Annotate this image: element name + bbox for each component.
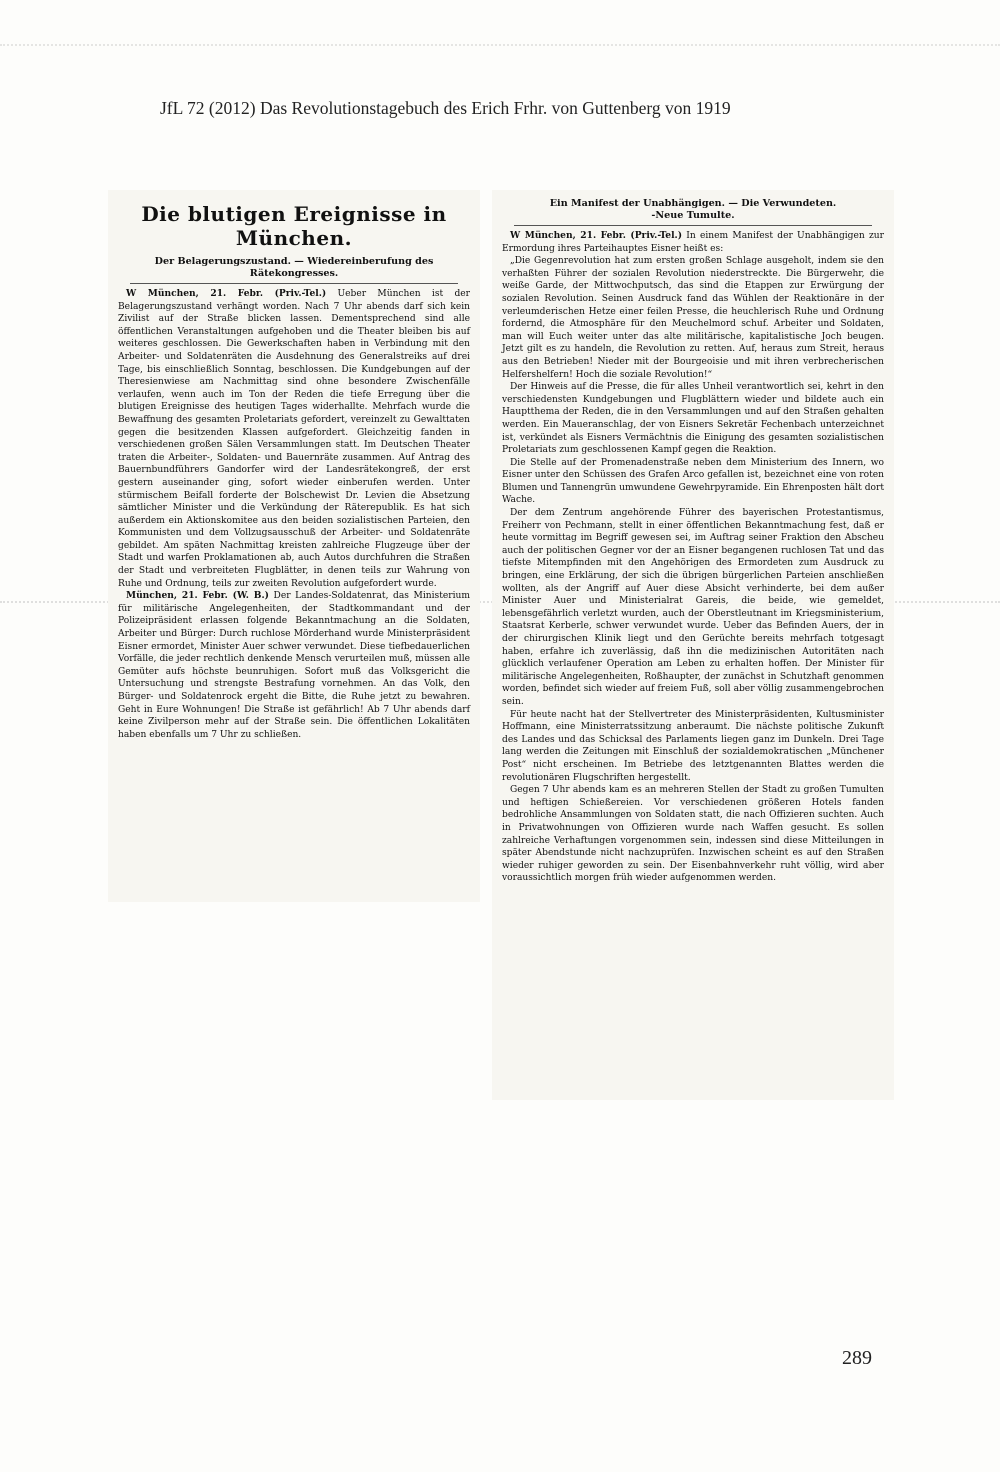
article-paragraph (502, 709, 884, 785)
article-paragraph (502, 784, 884, 885)
divider (514, 225, 872, 226)
article-paragraph (118, 590, 470, 741)
article-paragraph (502, 381, 884, 457)
article-paragraph (502, 230, 884, 255)
dateline: München, 21. Febr. (W. B.) (126, 590, 269, 602)
page-number: 289 (842, 1347, 872, 1369)
newspaper-clipping-right (492, 190, 894, 1100)
article-paragraph (502, 457, 884, 507)
headline: Die blutigen Ereignisse in München. (141, 202, 447, 250)
scan-artifact-top (0, 44, 1000, 46)
article-paragraph (118, 288, 470, 590)
paragraph-text: Der Landes-Soldatenrat, das Ministerium für militärische Angelegenheiten, der Stadtkommandant und der Polizeipräsident erlassen folgende Bekanntmachung an die Soldaten, Arbeiter und Bürger: Durch ruchlose Mörderhand wurde Ministerpräsident Eisner ermordet, Minister Auer schwer verwundet. Diese tiefbedauerlichen Vorfälle, die jeder rechtlich denkende Mensch verurteilen muß, müssen alle Gemüter aufs höchste beunruhigen. Sofort muß das Volksgericht die Untersuchung und strengste Bestrafung vornehmen. An das Volk, den Bürger- und Soldatenrock ergeht die Bitte, die Ruhe jetzt zu bewahren. Geht in Eure Wohnungen! Die Straße ist gefährlich! Ab 7 Uhr abends darf keine Zivilperson mehr auf der Straße sein. Die öffentlichen Lokalitäten haben ebenfalls um 7 Uhr zu schließen. (118, 591, 470, 740)
divider (130, 283, 458, 284)
headline: Ein Manifest der Unabhängigen. — Die Verwundeten. (549, 198, 837, 209)
paragraph-text: Der dem Zentrum angehörende Führer des bayerischen Protestantismus, Freiherr von Pechmann, stellt in einer öffentlichen Bekanntmachung fest, daß er heute vormittag im Begriff gewesen sei, im Auftrag seiner Fraktion den Abscheu auch der politischen Gegner vor der an Eisner begangenen ruchlosen Tat und das tiefste Mitempfinden mit den Angehörigen des Ermordeten zum Ausdruck zu bringen, eine Erklärung, der sich die übrigen bürgerlichen Parteien anschließen wollten, als der Angriff auf Auer diese Absicht verhinderte, bei dem außer Minister Auer und Ministerialrat Gareis, die beide, wie gemeldet, lebensgefährlich verletzt wurden, auch der Oberstleutnant im Kriegsministerium, Staatsrat Kerberle, schwer verwundet wurde. Ueber das Befinden Auers, der in der chirurgischen Klinik liegt und den Gerüchte bereits mehrfach totgesagt haben, erfahre ich zuverlässig, daß ihn die medizinischen Autoritäten nach glücklich verlaufener Operation am Leben zu erhalten hoffen. Der Minister für militärische Angelegenheiten, Roßhaupter, der zunächst in Schutzhaft genommen worden, befindet sich wieder auf freiem Fuß, soll aber völlig zusammengebrochen sein. (502, 508, 884, 707)
article-paragraph (502, 507, 884, 709)
subheadline: Der Belagerungszustand. — Wiedereinberufung des (154, 256, 434, 267)
paragraph-text: Gegen 7 Uhr abends kam es an mehreren Stellen der Stadt zu großen Tumulten und heftigen Schießereien. Vor verschiedenen größeren Hotels fanden bedrohliche Ansammlungen von Soldaten statt, die nach Offizieren suchten. Auch in Privatwohnungen von Offizieren wurde nach Waffen gesucht. Es sollen zahlreiche Verhaftungen vorgenommen sein, indessen sind diese Mitteilungen in später Abendstunde nicht nachzuprüfen. Inzwischen scheint es auf den Straßen wieder ruhiger geworden zu sein. Der Eisenbahnverkehr ruht völlig, wird aber voraussichtlich morgen früh wieder aufgenommen werden. (502, 785, 884, 884)
paragraph-text: „Die Gegenrevolution hat zum ersten großen Schlage ausgeholt, indem sie den verhaßten Führer der sozialen Revolution niederstreckte. Die Bürgerwehr, die weiße Garde, der Mittwochputsch, das sind die Etappen zur Erwürgung der sozialen Revolution. Seinen Ausdruck fand das Wühlen der Reaktionäre in der verleumderischen Hetze einer feilen Presse, die heuchlerisch Ruhe und Ordnung fordernd, die Atmosphäre für den Meuchelmord schuf. Arbeiter und Soldaten, man will Euch weiter unter das alte militärische, kapitalistische Joch beugen. Jetzt gilt es zu handeln, die Revolution zu retten. Auf, heraus zum Streit, heraus aus den Betrieben! Nieder mit der Bourgeoisie und mit ihren verbrecherischen Helfershelfern! Hoch die soziale Revolution!“ (502, 256, 884, 380)
paragraph-text: Der Hinweis auf die Presse, die für alles Unheil verantwortlich sei, kehrt in den verschiedensten Kundgebungen und Flugblättern wieder und bildete auch ein Hauptthema der Reden, die in den Versammlungen und auf den Straßen gehalten werden. Ein Maueranschlag, der von Eisners Sekretär Fechenbach unterzeichnet ist, verkündet als Eisners Vermächtnis die Einigung des gesamten sozialistischen Proletariats zum geschlossenen Kampf gegen die Reaktion. (502, 382, 884, 456)
paragraph-text: Die Stelle auf der Promenadenstraße neben dem Ministerium des Innern, wo Eisner unter den Schüssen des Grafen Arco gefallen ist, bezeichnet eine von roten Blumen und Tannengrün umwundene Gewehrpyramide. Ein Ehrenposten hält dort Wache. (502, 457, 884, 506)
dateline: W München, 21. Febr. (Priv.-Tel.) (510, 230, 683, 241)
running-head: JfL 72 (2012) Das Revolutionstagebuch des Erich Frhr. von Guttenberg von 1919 (160, 98, 731, 118)
newspaper-clipping-left (108, 190, 480, 902)
paragraph-text: Ueber München ist der Belagerungszustand verhängt worden. Nach 7 Uhr abends darf sich kein Zivilist auf der Straße blicken lassen. Dementsprechend sind alle öffentlichen Veranstaltungen aufgehoben und die Theater bleiben bis auf weiteres geschlossen. Die Gewerkschaften haben in Verbindung mit den Arbeiter- und Soldatenräten die Ausdehnung des Generalstreiks auf drei Tage, bis einschließlich Sonntag, beschlossen. Die Kundgebungen auf der Theresienwiese am Nachmittag sind ohne besondere Zwischenfälle verlaufen, wenn auch im Ton der Reden die tiefe Erregung über die blutigen Ereignisse des heutigen Tages widerhallte. Mehrfach wurde die Bewaffnung des gesamten Proletariats gefordert, vereinzelt zu Gewalttaten gegen die besitzenden Klassen aufgefordert. Gleichzeitig fanden in verschiedenen großen Sälen Versammlungen statt. Im Deutschen Theater traten die Arbeiter-, Soldaten- und Bauernräte zusammen. Auf Antrag des Bauernbundführers Gandorfer wird der Landesrätekongreß, der erst gestern auseinander ging, sofort wieder einberufen werden. Unter stürmischem Beifall forderte der Bolschewist Dr. Levien die Absetzung sämtlicher Minister und die Verkündung der Räterepublik. Es hat sich außerdem ein Aktionskomitee aus den beiden sozialistischen Parteien, den Kommunisten und dem Vollzugsausschuß der Arbeiter- und Soldatenräte gebildet. Am späten Nachmittag kreisten zahlreiche Flugzeuge über der Stadt und warfen Proklamationen ab, auch Autos durchfuhren die Straßen der Stadt und verbreiteten Flugblätter, in denen teils zur Wahrung von Ruhe und Ordnung, teils zur zweiten Revolution aufgefordert wurde. (118, 289, 470, 589)
article-paragraph (502, 255, 884, 381)
subheadline: -Neue Tumulte. (651, 210, 735, 221)
dateline: W München, 21. Febr. (Priv.-Tel.) (126, 288, 327, 299)
paragraph-text: In einem Manifest der Unabhängigen zur Ermordung ihres Parteihauptes Eisner heißt es: (502, 231, 884, 254)
paragraph-text: Für heute nacht hat der Stellvertreter des Ministerpräsidenten, Kultusminister Hoffmann, eine Ministerratssitzung anberaumt. Die nächste politische Zukunft des Landes und das Schicksal des Parlaments liegen ganz im Dunkeln. Drei Tage lang werden die Zeitungen mit Einschluß der sozialdemokratischen „Münchener Post“ nicht erscheinen. Im Betriebe des letztgenannten Blattes werden die revolutionären Flugschriften hergestellt. (502, 709, 884, 783)
subheadline: Rätekongresses. (249, 268, 339, 279)
